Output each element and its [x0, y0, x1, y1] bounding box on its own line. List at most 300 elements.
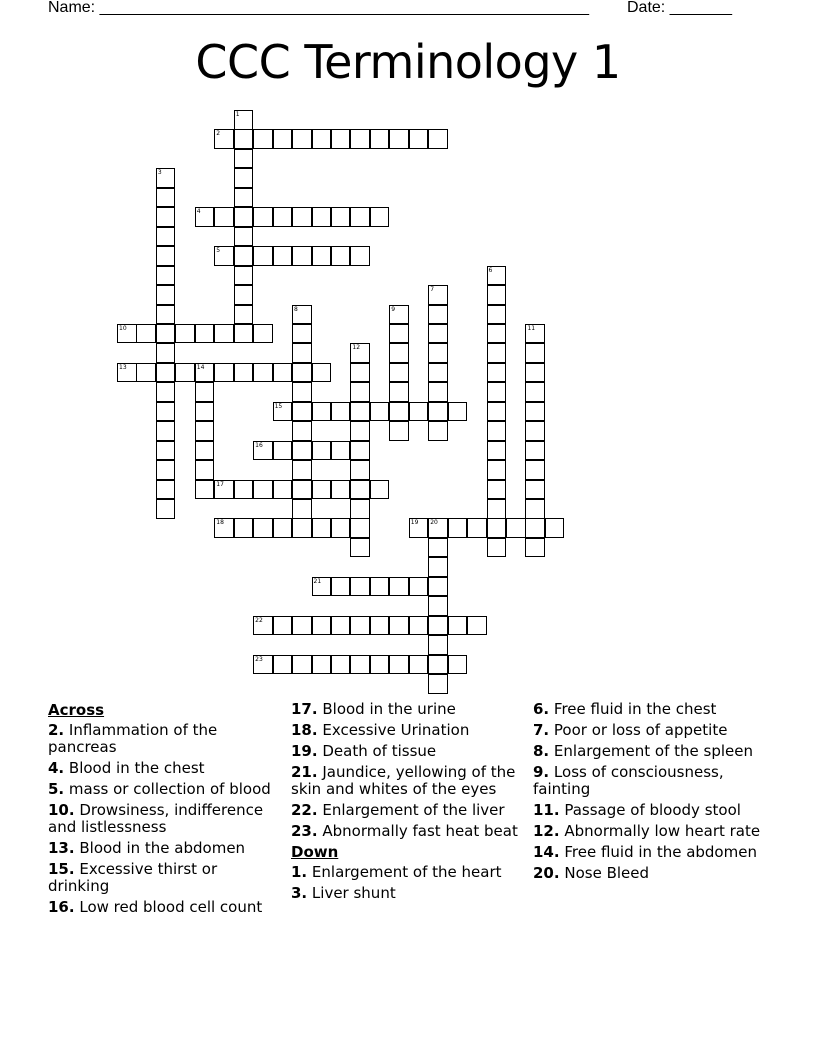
grid-cell[interactable] — [234, 285, 254, 305]
grid-cell[interactable] — [292, 207, 312, 227]
grid-cell[interactable] — [312, 577, 332, 597]
grid-cell[interactable] — [350, 246, 370, 266]
grid-cell[interactable] — [331, 246, 351, 266]
grid-cell[interactable] — [234, 305, 254, 325]
clue-item — [533, 844, 765, 861]
grid-cell[interactable] — [175, 363, 195, 383]
grid-cell[interactable] — [273, 402, 293, 422]
grid-cell[interactable] — [370, 616, 390, 636]
grid-cell[interactable] — [331, 480, 351, 500]
clue-text: Abnormally low heart rate — [564, 822, 761, 840]
clue-text: Inflammation of the pancreas — [48, 721, 218, 756]
grid-cell[interactable] — [117, 363, 137, 383]
grid-cell[interactable] — [312, 441, 332, 461]
grid-cell[interactable] — [195, 480, 215, 500]
grid-cell[interactable] — [292, 616, 312, 636]
grid-cell[interactable] — [156, 305, 176, 325]
grid-cell[interactable] — [428, 324, 448, 344]
clue-text: Excessive thirst or drinking — [48, 860, 218, 895]
grid-cell[interactable] — [487, 343, 507, 363]
grid-cell[interactable] — [525, 421, 545, 441]
clue-item — [291, 885, 523, 902]
cell-number: 6 — [488, 266, 493, 274]
clue-text: Free fluid in the chest — [553, 700, 717, 718]
grid-cell[interactable] — [253, 518, 273, 538]
clue-item — [48, 802, 280, 836]
clue-column-2 — [291, 701, 523, 906]
grid-cell[interactable] — [350, 382, 370, 402]
grid-cell[interactable] — [389, 129, 409, 149]
grid-cell[interactable] — [389, 382, 409, 402]
grid-cell[interactable] — [156, 227, 176, 247]
grid-cell[interactable] — [234, 480, 254, 500]
clue-text: Passage of bloody stool — [564, 801, 741, 819]
grid-cell[interactable] — [487, 324, 507, 344]
grid-cell[interactable] — [428, 635, 448, 655]
grid-cell[interactable] — [273, 207, 293, 227]
grid-cell[interactable] — [428, 596, 448, 616]
grid-cell[interactable] — [156, 499, 176, 519]
grid-cell[interactable] — [234, 168, 254, 188]
grid-cell[interactable] — [350, 518, 370, 538]
cell-number: 23 — [255, 655, 263, 663]
grid-cell[interactable] — [487, 480, 507, 500]
grid-cell[interactable] — [253, 324, 273, 344]
clue-text: Enlargement of the spleen — [553, 742, 753, 760]
clue-text: Nose Bleed — [564, 864, 650, 882]
grid-cell[interactable] — [253, 441, 273, 461]
clue-number: 13. — [48, 839, 75, 857]
grid-cell[interactable] — [487, 266, 507, 286]
grid-cell[interactable] — [156, 285, 176, 305]
grid-cell[interactable] — [195, 441, 215, 461]
grid-cell[interactable] — [428, 655, 448, 675]
clue-number: 15. — [48, 860, 75, 878]
grid-cell[interactable] — [292, 402, 312, 422]
grid-cell[interactable] — [467, 518, 487, 538]
grid-cell[interactable] — [350, 363, 370, 383]
cell-number: 1 — [235, 111, 240, 118]
grid-cell[interactable] — [312, 616, 332, 636]
cell-number: 16 — [255, 441, 263, 449]
grid-cell[interactable] — [195, 363, 215, 383]
grid-cell[interactable] — [525, 324, 545, 344]
grid-cell[interactable] — [292, 655, 312, 675]
grid-cell[interactable] — [156, 421, 176, 441]
clue-text: Jaundice, yellowing of the skin and whites of the eyes — [291, 763, 516, 798]
date-field[interactable]: Date: _______ — [627, 0, 732, 16]
grid-cell[interactable] — [448, 402, 468, 422]
clue-text: Free fluid in the abdomen — [564, 843, 757, 861]
grid-cell[interactable] — [292, 343, 312, 363]
grid-cell[interactable] — [350, 480, 370, 500]
clue-number: 21. — [291, 763, 318, 781]
grid-cell[interactable] — [253, 616, 273, 636]
grid-cell[interactable] — [428, 343, 448, 363]
clue-item — [533, 865, 765, 882]
grid-cell[interactable] — [273, 616, 293, 636]
grid-cell[interactable] — [234, 518, 254, 538]
clue-item — [533, 802, 765, 819]
clue-item — [48, 840, 280, 857]
grid-cell[interactable] — [525, 538, 545, 558]
grid-cell[interactable] — [156, 480, 176, 500]
grid-cell[interactable] — [487, 305, 507, 325]
grid-cell[interactable] — [273, 363, 293, 383]
grid-cell[interactable] — [409, 129, 429, 149]
cell-number: 4 — [196, 208, 201, 216]
clue-number: 4. — [48, 759, 65, 777]
grid-cell[interactable] — [273, 441, 293, 461]
clue-item — [48, 899, 280, 916]
grid-cell[interactable] — [448, 616, 468, 636]
grid-cell[interactable] — [312, 207, 332, 227]
grid-cell[interactable] — [214, 518, 234, 538]
grid-cell[interactable] — [525, 402, 545, 422]
clue-number: 3. — [291, 884, 308, 902]
grid-cell[interactable] — [350, 129, 370, 149]
cell-number: 14 — [196, 363, 205, 371]
grid-cell[interactable] — [292, 305, 312, 325]
clue-number: 22. — [291, 801, 318, 819]
grid-cell[interactable] — [350, 402, 370, 422]
clue-text: Blood in the chest — [68, 759, 205, 777]
grid-cell[interactable] — [350, 577, 370, 597]
grid-cell[interactable] — [428, 557, 448, 577]
grid-cell[interactable] — [448, 655, 468, 675]
grid-cell[interactable] — [331, 402, 351, 422]
grid-cell[interactable] — [156, 188, 176, 208]
grid-cell[interactable] — [156, 363, 176, 383]
grid-cell[interactable] — [350, 655, 370, 675]
grid-cell[interactable] — [312, 518, 332, 538]
clue-text: Blood in the urine — [322, 700, 456, 718]
clue-number: 5. — [48, 780, 65, 798]
section-heading-down: Down — [291, 843, 339, 861]
grid-cell[interactable] — [156, 460, 176, 480]
grid-cell[interactable] — [195, 382, 215, 402]
grid-cell[interactable] — [525, 518, 545, 538]
clue-text: Drowsiness, indifference and listlessness — [48, 801, 264, 836]
clue-number: 23. — [291, 822, 318, 840]
clue-item — [291, 802, 523, 819]
grid-cell[interactable] — [428, 129, 448, 149]
grid-cell[interactable] — [292, 460, 312, 480]
grid-cell[interactable] — [428, 577, 448, 597]
clue-number: 11. — [533, 801, 560, 819]
grid-cell[interactable] — [312, 129, 332, 149]
grid-cell[interactable] — [156, 382, 176, 402]
grid-cell[interactable] — [234, 188, 254, 208]
clue-number: 12. — [533, 822, 560, 840]
grid-cell[interactable] — [487, 402, 507, 422]
grid-cell[interactable] — [428, 538, 448, 558]
grid-cell[interactable] — [273, 246, 293, 266]
grid-cell[interactable] — [487, 285, 507, 305]
grid-cell[interactable] — [331, 441, 351, 461]
grid-cell[interactable] — [428, 674, 448, 694]
grid-cell[interactable] — [195, 324, 215, 344]
cell-number: 10 — [119, 324, 127, 332]
clue-text: Low red blood cell count — [79, 898, 263, 916]
grid-cell[interactable] — [428, 518, 448, 538]
grid-cell[interactable] — [234, 227, 254, 247]
grid-cell[interactable] — [253, 246, 273, 266]
clue-number: 16. — [48, 898, 75, 916]
grid-cell[interactable] — [525, 499, 545, 519]
grid-cell[interactable] — [331, 518, 351, 538]
grid-cell[interactable] — [370, 129, 390, 149]
grid-cell[interactable] — [487, 460, 507, 480]
grid-cell[interactable] — [409, 577, 429, 597]
grid-cell[interactable] — [234, 129, 254, 149]
grid-cell[interactable] — [487, 538, 507, 558]
grid-cell[interactable] — [389, 421, 409, 441]
clue-number: 14. — [533, 843, 560, 861]
grid-cell[interactable] — [292, 499, 312, 519]
grid-cell[interactable] — [234, 324, 254, 344]
grid-cell[interactable] — [428, 421, 448, 441]
grid-cell[interactable] — [350, 421, 370, 441]
grid-cell[interactable] — [409, 518, 429, 538]
grid-cell[interactable] — [292, 518, 312, 538]
clue-item — [48, 760, 280, 777]
clue-number: 20. — [533, 864, 560, 882]
clue-item — [48, 781, 280, 798]
cell-number: 8 — [294, 305, 298, 313]
grid-cell[interactable] — [292, 363, 312, 383]
grid-cell[interactable] — [487, 518, 507, 538]
clue-item — [291, 743, 523, 760]
grid-cell[interactable] — [331, 129, 351, 149]
clue-item — [533, 722, 765, 739]
grid-cell[interactable] — [273, 129, 293, 149]
clue-text: Poor or loss of appetite — [553, 721, 728, 739]
grid-cell[interactable] — [156, 168, 176, 188]
clue-item — [48, 722, 280, 756]
clue-item — [48, 861, 280, 895]
cell-number: 7 — [430, 286, 435, 294]
grid-cell[interactable] — [292, 129, 312, 149]
grid-cell[interactable] — [234, 110, 254, 130]
grid-cell[interactable] — [312, 363, 332, 383]
clue-column-3 — [533, 701, 765, 886]
grid-cell[interactable] — [253, 480, 273, 500]
cell-number: 19 — [410, 519, 419, 527]
grid-cell[interactable] — [370, 480, 390, 500]
cell-number: 11 — [527, 324, 536, 332]
grid-cell[interactable] — [234, 266, 254, 286]
clue-column-1 — [48, 701, 280, 920]
clue-number: 19. — [291, 742, 318, 760]
grid-cell[interactable] — [312, 402, 332, 422]
grid-cell[interactable] — [292, 246, 312, 266]
section-heading-across: Across — [48, 701, 105, 719]
cell-number: 15 — [274, 402, 283, 410]
grid-cell[interactable] — [389, 305, 409, 325]
grid-cell[interactable] — [389, 324, 409, 344]
grid-cell[interactable] — [156, 207, 176, 227]
cell-number: 3 — [157, 169, 162, 177]
grid-cell[interactable] — [195, 460, 215, 480]
grid-cell[interactable] — [175, 324, 195, 344]
clue-item — [533, 701, 765, 718]
clue-item — [533, 743, 765, 760]
grid-cell[interactable] — [525, 441, 545, 461]
grid-cell[interactable] — [409, 655, 429, 675]
cell-number: 9 — [391, 305, 396, 313]
grid-cell[interactable] — [195, 421, 215, 441]
grid-cell[interactable] — [195, 402, 215, 422]
grid-cell[interactable] — [525, 460, 545, 480]
grid-cell[interactable] — [292, 421, 312, 441]
grid-cell[interactable] — [389, 363, 409, 383]
grid-cell[interactable] — [331, 655, 351, 675]
grid-cell[interactable] — [292, 382, 312, 402]
grid-cell[interactable] — [350, 343, 370, 363]
grid-cell[interactable] — [214, 363, 234, 383]
grid-cell[interactable] — [292, 441, 312, 461]
clue-number: 9. — [533, 763, 550, 781]
grid-cell[interactable] — [292, 480, 312, 500]
cell-number: 17 — [216, 480, 224, 488]
grid-cell[interactable] — [214, 129, 234, 149]
grid-cell[interactable] — [487, 363, 507, 383]
grid-cell[interactable] — [428, 616, 448, 636]
grid-cell[interactable] — [487, 499, 507, 519]
grid-cell[interactable] — [350, 538, 370, 558]
grid-cell[interactable] — [312, 246, 332, 266]
grid-cell[interactable] — [253, 207, 273, 227]
grid-cell[interactable] — [350, 460, 370, 480]
clue-number: 2. — [48, 721, 65, 739]
grid-cell[interactable] — [389, 577, 409, 597]
grid-cell[interactable] — [525, 480, 545, 500]
grid-cell[interactable] — [331, 616, 351, 636]
clue-text: Loss of consciousness, fainting — [533, 763, 724, 798]
clue-item — [291, 864, 523, 881]
grid-cell[interactable] — [214, 480, 234, 500]
cell-number: 20 — [430, 519, 438, 527]
clue-item — [533, 764, 765, 798]
clue-text: Enlargement of the liver — [322, 801, 505, 819]
name-field[interactable]: Name: _______________________________________________________ — [48, 0, 589, 16]
grid-cell[interactable] — [253, 363, 273, 383]
grid-cell[interactable] — [448, 518, 468, 538]
grid-cell[interactable] — [525, 382, 545, 402]
grid-cell[interactable] — [136, 324, 156, 344]
grid-cell[interactable] — [506, 518, 526, 538]
clue-number: 18. — [291, 721, 318, 739]
grid-cell[interactable] — [525, 343, 545, 363]
grid-cell[interactable] — [312, 655, 332, 675]
clue-item — [533, 823, 765, 840]
grid-cell[interactable] — [428, 285, 448, 305]
clue-text: Liver shunt — [311, 884, 396, 902]
clue-item — [291, 701, 523, 718]
grid-cell[interactable] — [467, 616, 487, 636]
clue-text: Excessive Urination — [322, 721, 470, 739]
grid-cell[interactable] — [487, 382, 507, 402]
cell-number: 12 — [352, 344, 361, 352]
grid-cell[interactable] — [331, 577, 351, 597]
cell-number: 13 — [119, 363, 127, 371]
page-title: CCC Terminology 1 — [195, 35, 621, 89]
grid-cell[interactable] — [487, 421, 507, 441]
cell-number: 18 — [216, 519, 224, 527]
grid-cell[interactable] — [214, 324, 234, 344]
grid-cell[interactable] — [545, 518, 565, 538]
grid-cell[interactable] — [370, 577, 390, 597]
clue-text: Abnormally fast heat beat — [322, 822, 518, 840]
grid-cell[interactable] — [350, 616, 370, 636]
grid-cell[interactable] — [389, 343, 409, 363]
grid-cell[interactable] — [389, 655, 409, 675]
grid-cell[interactable] — [234, 246, 254, 266]
grid-cell[interactable] — [156, 343, 176, 363]
grid-cell[interactable] — [370, 402, 390, 422]
grid-cell[interactable] — [389, 402, 409, 422]
grid-cell[interactable] — [234, 363, 254, 383]
grid-cell[interactable] — [156, 324, 176, 344]
grid-cell[interactable] — [117, 324, 137, 344]
clue-number: 10. — [48, 801, 75, 819]
clue-text: Death of tissue — [322, 742, 437, 760]
grid-cell[interactable] — [156, 266, 176, 286]
grid-cell[interactable] — [234, 149, 254, 169]
grid-cell[interactable] — [428, 382, 448, 402]
grid-cell[interactable] — [195, 207, 215, 227]
grid-cell[interactable] — [409, 402, 429, 422]
grid-cell[interactable] — [428, 402, 448, 422]
grid-cell[interactable] — [292, 324, 312, 344]
grid-cell[interactable] — [253, 129, 273, 149]
grid-cell[interactable] — [136, 363, 156, 383]
grid-cell[interactable] — [331, 207, 351, 227]
clue-number: 6. — [533, 700, 550, 718]
grid-cell[interactable] — [409, 616, 429, 636]
grid-cell[interactable] — [370, 207, 390, 227]
grid-cell[interactable] — [156, 441, 176, 461]
grid-cell[interactable] — [312, 480, 332, 500]
grid-cell[interactable] — [253, 655, 273, 675]
grid-cell[interactable] — [214, 207, 234, 227]
grid-cell[interactable] — [428, 305, 448, 325]
grid-cell[interactable] — [273, 655, 293, 675]
grid-cell[interactable] — [156, 246, 176, 266]
grid-cell[interactable] — [370, 655, 390, 675]
grid-cell[interactable] — [350, 499, 370, 519]
grid-cell[interactable] — [273, 480, 293, 500]
grid-cell[interactable] — [487, 441, 507, 461]
grid-cell[interactable] — [234, 207, 254, 227]
grid-cell[interactable] — [156, 402, 176, 422]
grid-cell[interactable] — [428, 363, 448, 383]
cell-number: 2 — [216, 130, 221, 138]
grid-cell[interactable] — [389, 616, 409, 636]
grid-cell[interactable] — [525, 363, 545, 383]
grid-cell[interactable] — [273, 518, 293, 538]
grid-cell[interactable] — [214, 246, 234, 266]
clue-number: 8. — [533, 742, 550, 760]
clue-number: 17. — [291, 700, 318, 718]
clue-item — [291, 823, 523, 840]
grid-cell[interactable] — [350, 207, 370, 227]
cell-number: 5 — [216, 247, 221, 255]
clue-number: 1. — [291, 863, 308, 881]
grid-cell[interactable] — [350, 441, 370, 461]
cell-number: 22 — [255, 616, 263, 624]
